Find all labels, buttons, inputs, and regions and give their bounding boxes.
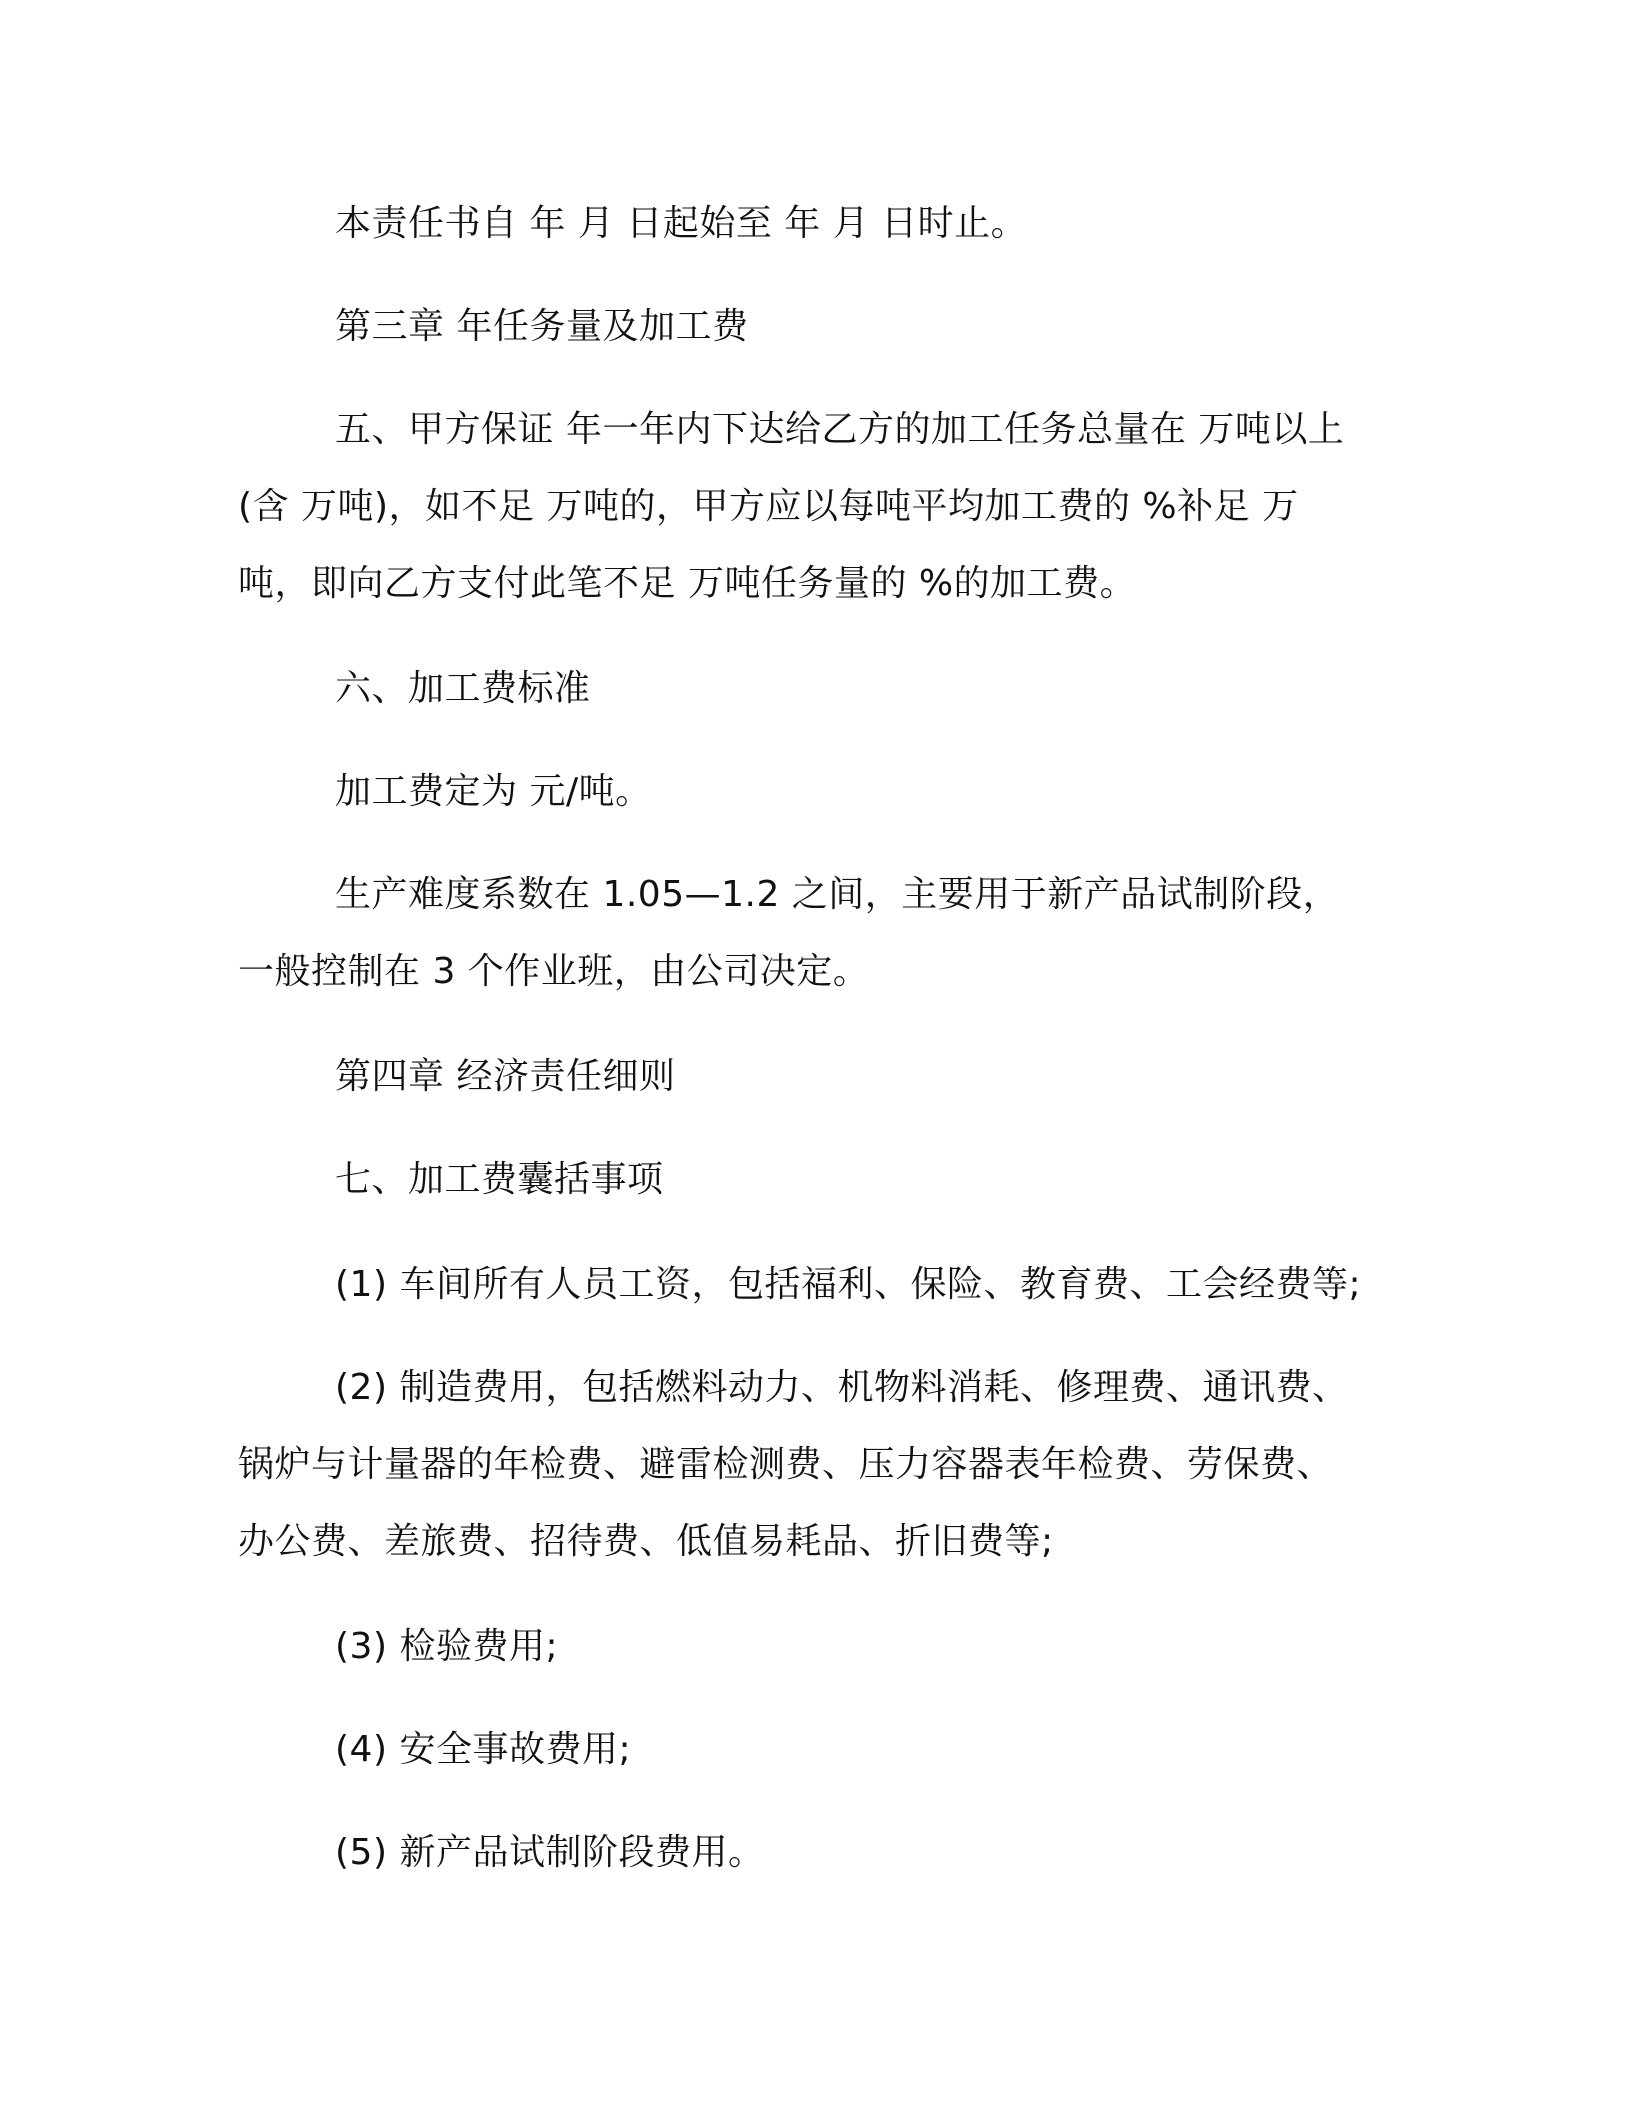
term-period-paragraph: 本责任书自 年 月 日起始至 年 月 日时止。 [335,203,1028,244]
item-2-paragraph: (2) 制造费用，包括燃料动力、机物料消耗、修理费、通讯费、锅炉与计量器的年检费、避雷检测费、压力容器表年检费、劳保费、办公费、差旅费、招待费、低值易耗品、折旧费等; [238,1367,1349,1562]
item-3-paragraph: (3) 检验费用; [335,1626,559,1667]
clause-5-paragraph: 五、甲方保证 年一年内下达给乙方的加工任务总量在 万吨以上(含 万吨)，如不足 万吨的，甲方应以每吨平均加工费的 %补足 万吨，即向乙方支付此笔不足 万吨任务量的 %的加工费。 [238,409,1345,604]
item-4-paragraph: (4) 安全事故费用; [335,1729,632,1770]
document-body [238,185,1368,1891]
chapter-4-heading: 第四章 经济责任细则 [335,1056,676,1097]
item-5-paragraph: (5) 新产品试制阶段费用。 [335,1832,765,1873]
clause-7-heading: 七、加工费囊括事项 [335,1159,664,1200]
clause-6-heading: 六、加工费标准 [335,668,591,709]
processing-fee-paragraph: 加工费定为 元/吨。 [335,771,652,812]
difficulty-coefficient-paragraph: 生产难度系数在 1.05—1.2 之间，主要用于新产品试制阶段，一般控制在 3 个作业班，由公司决定。 [238,874,1340,992]
chapter-3-heading: 第三章 年任务量及加工费 [335,306,749,347]
item-1-paragraph: (1) 车间所有人员工资，包括福利、保险、教育费、工会经费等; [335,1264,1362,1305]
